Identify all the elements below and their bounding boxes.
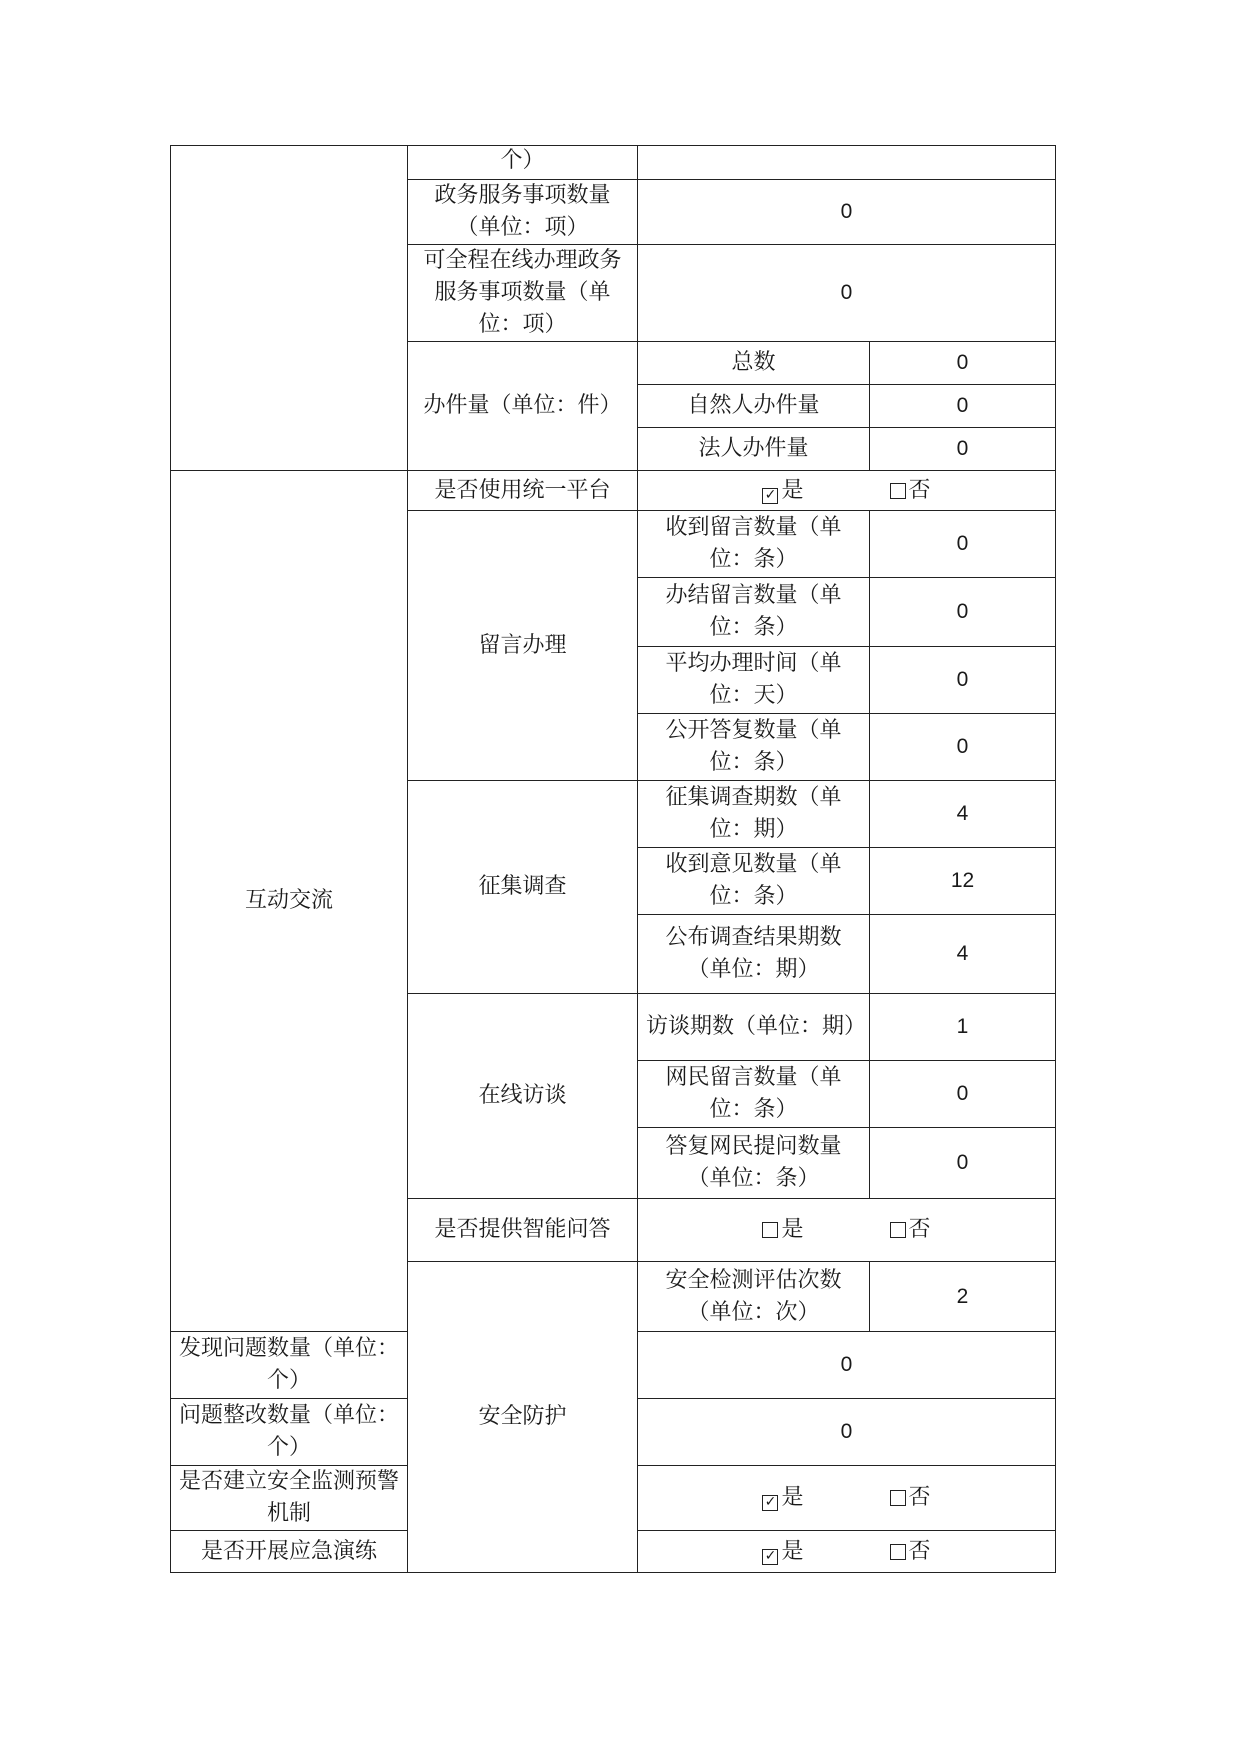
interview-row-label: 答复网民提问数量（单位：条）: [638, 1128, 870, 1199]
handling-label: 办件量（单位：件）: [408, 342, 638, 471]
option-no[interactable]: 否: [890, 475, 931, 507]
handling-row-value: 0: [870, 428, 1056, 471]
messages-row-value: 0: [870, 511, 1056, 578]
security-row-label: 问题整改数量（单位：个）: [171, 1399, 408, 1466]
online-items-value: 0: [638, 245, 1056, 342]
interview-row-value: 0: [870, 1128, 1056, 1199]
messages-row-value: 0: [870, 647, 1056, 714]
service-items-value: 0: [638, 180, 1056, 245]
table-row: [171, 471, 1056, 511]
drill-label: 是否开展应急演练: [171, 1531, 408, 1573]
messages-row-label: 收到留言数量（单位：条）: [638, 511, 870, 578]
handling-row-label: 法人办件量: [638, 428, 870, 471]
online-items-label: 可全程在线办理政务服务事项数量（单位：项）: [408, 245, 638, 342]
smart-qa-options: [638, 1199, 1056, 1262]
security-row-value: 0: [638, 1399, 1056, 1466]
messages-row-label: 办结留言数量（单位：条）: [638, 578, 870, 647]
interview-row-label: 访谈期数（单位：期）: [638, 994, 870, 1061]
survey-row-label: 公布调查结果期数（单位：期）: [638, 915, 870, 994]
checkbox-checked-icon[interactable]: ✓: [762, 1495, 778, 1511]
security-title: 安全防护: [408, 1262, 638, 1573]
handling-row-value: 0: [870, 342, 1056, 385]
checkbox-empty-icon[interactable]: [890, 1222, 906, 1238]
handling-row-label: 自然人办件量: [638, 385, 870, 428]
interview-row-label: 网民留言数量（单位：条）: [638, 1061, 870, 1128]
security-row-value: 0: [638, 1332, 1056, 1399]
cut-value-cell: [638, 146, 1056, 180]
survey-row-value: 12: [870, 848, 1056, 915]
option-no[interactable]: 否: [890, 1536, 931, 1568]
interview-row-value: 1: [870, 994, 1056, 1061]
survey-row-value: 4: [870, 781, 1056, 848]
cut-label-cell: 个）: [408, 146, 638, 180]
option-no[interactable]: 否: [890, 1214, 931, 1246]
security-row-value: 2: [870, 1262, 1056, 1332]
continued-category-cell: [171, 146, 408, 471]
option-yes[interactable]: ✓ 是: [762, 475, 803, 507]
survey-row-label: 征集调查期数（单位：期）: [638, 781, 870, 848]
smart-qa-label: 是否提供智能问答: [408, 1199, 638, 1262]
survey-label: 征集调查: [408, 781, 638, 994]
checkbox-empty-icon[interactable]: [890, 1490, 906, 1506]
survey-row-label: 收到意见数量（单位：条）: [638, 848, 870, 915]
survey-row-value: 4: [870, 915, 1056, 994]
checkbox-empty-icon[interactable]: [762, 1222, 778, 1238]
interaction-title: 互动交流: [171, 471, 408, 1332]
interview-label: 在线访谈: [408, 994, 638, 1199]
drill-options: [638, 1531, 1056, 1573]
messages-row-label: 平均办理时间（单位：天）: [638, 647, 870, 714]
messages-label: 留言办理: [408, 511, 638, 781]
security-row-label: 发现问题数量（单位：个）: [171, 1332, 408, 1399]
unified-platform-label: 是否使用统一平台: [408, 471, 638, 511]
option-yes[interactable]: 是: [762, 1214, 803, 1246]
option-no[interactable]: 否: [890, 1482, 931, 1514]
handling-row-value: 0: [870, 385, 1056, 428]
option-yes[interactable]: ✓ 是: [762, 1536, 803, 1568]
messages-row-value: 0: [870, 714, 1056, 781]
table-row: [171, 146, 1056, 180]
interview-row-value: 0: [870, 1061, 1056, 1128]
messages-row-value: 0: [870, 578, 1056, 647]
unified-platform-options: [638, 471, 1056, 511]
monitoring-label: 是否建立安全监测预警机制: [171, 1466, 408, 1531]
option-yes[interactable]: ✓ 是: [762, 1482, 803, 1514]
service-items-label: 政务服务事项数量（单位：项）: [408, 180, 638, 245]
report-table: [170, 145, 1056, 1573]
messages-row-label: 公开答复数量（单位：条）: [638, 714, 870, 781]
checkbox-empty-icon[interactable]: [890, 483, 906, 499]
handling-row-label: 总数: [638, 342, 870, 385]
security-row-label: 安全检测评估次数（单位：次）: [638, 1262, 870, 1332]
checkbox-checked-icon[interactable]: ✓: [762, 488, 778, 504]
checkbox-checked-icon[interactable]: ✓: [762, 1549, 778, 1565]
checkbox-empty-icon[interactable]: [890, 1544, 906, 1560]
monitoring-options: [638, 1466, 1056, 1531]
